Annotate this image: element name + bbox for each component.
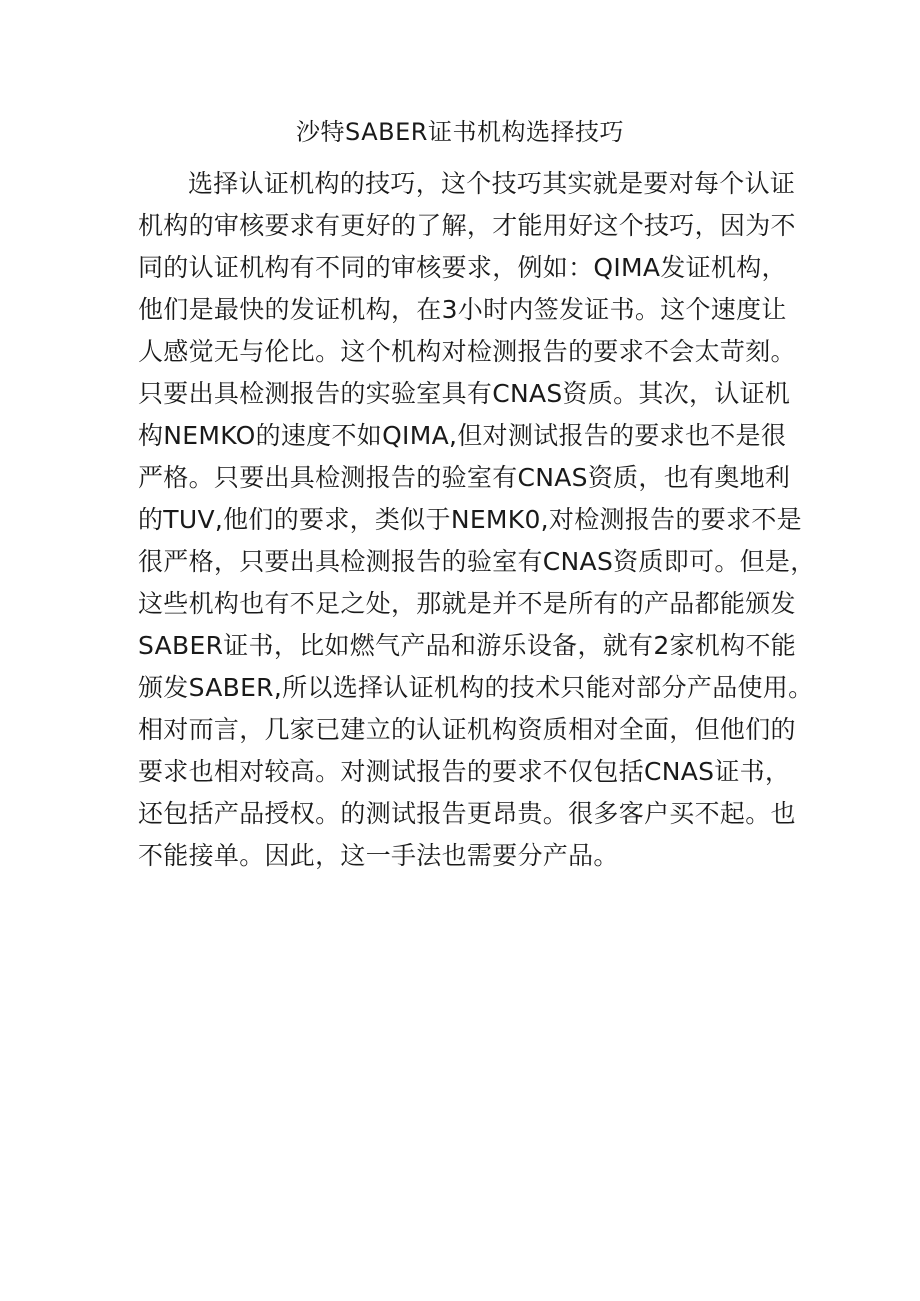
body-line: 这些机构也有不足之处，那就是并不是所有的产品都能颁发 <box>138 589 796 618</box>
body-line: 同的认证机构有不同的审核要求，例如：QIMA发证机构， <box>138 253 787 282</box>
body-line: 构NEMKO的速度不如QIMA,但对测试报告的要求也不是很 <box>138 421 787 450</box>
body-line: 还包括产品授权。的测试报告更昂贵。很多客户买不起。也 <box>138 799 796 828</box>
body-line: 严格。只要出具检测报告的验室有CNAS资质，也有奥地利 <box>138 463 791 492</box>
body-line: 要求也相对较高。对测试报告的要求不仅包括CNAS证书， <box>138 757 791 786</box>
body-line: 相对而言，几家已建立的认证机构资质相对全面，但他们的 <box>138 715 796 744</box>
body-line: 的TUV,他们的要求，类似于NEMK0,对检测报告的要求不是 <box>138 505 802 534</box>
body-line: 人感觉无与伦比。这个机构对检测报告的要求不会太苛刻。 <box>138 337 796 366</box>
body-line: 选择认证机构的技巧，这个技巧其实就是要对每个认证 <box>188 169 796 198</box>
body-line: 颁发SABER,所以选择认证机构的技术只能对部分产品使用。 <box>138 673 814 702</box>
body-line: 只要出具检测报告的实验室具有CNAS资质。其次，认证机 <box>138 379 791 408</box>
body-line: 很严格，只要出具检测报告的验室有CNAS资质即可。但是， <box>138 547 816 576</box>
body-line: 机构的审核要求有更好的了解，才能用好这个技巧，因为不 <box>138 211 796 240</box>
body-line: 不能接单。因此，这一手法也需要分产品。 <box>138 841 619 870</box>
body-line: 他们是最快的发证机构，在3小时内签发证书。这个速度让 <box>138 295 787 324</box>
document-body <box>138 163 818 877</box>
document-title: 沙特SABER证书机构选择技巧 <box>296 118 624 146</box>
body-line: SABER证书，比如燃气产品和游乐设备，就有2家机构不能 <box>138 631 797 660</box>
